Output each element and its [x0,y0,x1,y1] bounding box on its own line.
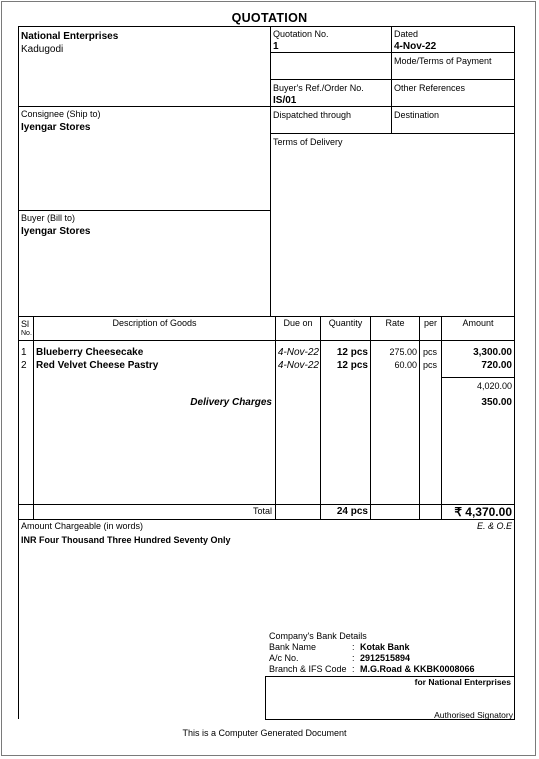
row-desc: Red Velvet Cheese Pastry [36,360,159,371]
bank-heading: Company's Bank Details [269,631,367,641]
row-amount: 3,300.00 [473,347,512,358]
quotation-no-label: Quotation No. [273,29,329,39]
rule [18,519,515,520]
col-rate: Rate [385,318,405,328]
rule [18,210,271,211]
row-amount: 720.00 [481,360,512,371]
terms-payment-label: Mode/Terms of Payment [394,56,492,66]
dispatched-label: Dispatched through [273,110,352,120]
for-company-label: for National Enterprises [414,677,511,687]
bank-acno-value: 2912515894 [360,653,411,663]
seller-name: National Enterprises [21,31,119,42]
bank-acno-sep: : [352,653,355,663]
bank-name-sep: : [352,642,355,652]
rule [442,377,514,378]
dated-label: Dated [394,29,419,39]
col-qty: Quantity [328,318,363,328]
rule [270,52,515,53]
rule [514,26,515,719]
buyer-label: Buyer (Bill to) [21,213,76,223]
col-per: per [423,318,437,328]
document-title: QUOTATION [231,11,308,25]
col-no: No. [21,330,32,337]
row-sl: 2 [21,360,27,371]
seller-address: Kadugodi [21,44,64,55]
row-qty: 12 pcs [336,360,368,371]
rule [18,26,19,719]
consignee-name: Iyengar Stores [21,122,91,133]
col-desc: Description of Goods [112,318,197,328]
rule [270,133,515,134]
rule [270,79,515,80]
delivery-charges-amount: 350.00 [481,397,512,408]
row-due: 4-Nov-22 [277,360,319,371]
buyer-ref-value: IS/01 [273,95,297,106]
row-rate: 60.00 [394,360,417,370]
consignee-label: Consignee (Ship to) [21,109,101,119]
bank-branch-value: M.G.Road & KKBK0008066 [360,664,475,674]
col-amount: Amount [462,318,494,328]
buyer-ref-label: Buyer's Ref./Order No. [273,83,364,93]
rule [265,676,266,720]
total-quantity: 24 pcs [336,506,368,517]
dated-value: 4-Nov-22 [394,41,437,52]
footer-note: This is a Computer Generated Document [182,728,347,738]
delivery-charges-label: Delivery Charges [190,397,272,408]
rule [270,26,271,316]
row-per: pcs [423,347,438,357]
amount-words-label: Amount Chargeable (in words) [21,521,144,531]
row-rate: 275.00 [389,347,417,357]
row-per: pcs [423,360,438,370]
row-qty: 12 pcs [336,347,368,358]
rule [419,316,420,519]
eoe-label: E. & O.E [476,521,512,531]
row-desc: Blueberry Cheesecake [36,347,144,358]
total-amount: ₹ 4,370.00 [454,505,512,519]
subtotal-amount: 4,020.00 [476,381,512,391]
rule [18,106,271,107]
authorised-signatory-label: Authorised Signatory [434,710,513,720]
bank-name-value: Kotak Bank [360,642,410,652]
row-due: 4-Nov-22 [277,347,319,358]
destination-label: Destination [394,110,440,120]
rule [33,316,34,519]
col-due: Due on [283,318,313,328]
bank-acno-label: A/c No. [269,653,299,663]
bank-branch-label: Branch & IFS Code [269,664,347,674]
amount-words-value: INR Four Thousand Three Hundred Seventy Only [21,535,231,545]
rule [270,106,515,107]
bank-branch-sep: : [352,664,355,674]
row-sl: 1 [21,347,27,358]
other-ref-label: Other References [394,83,466,93]
rule [391,26,392,134]
quotation-no-value: 1 [273,41,279,52]
total-label: Total [252,506,272,516]
buyer-name: Iyengar Stores [21,226,91,237]
terms-delivery-label: Terms of Delivery [273,137,343,147]
rule [18,26,515,27]
col-sl: Sl [21,319,30,329]
bank-name-label: Bank Name [269,642,317,652]
